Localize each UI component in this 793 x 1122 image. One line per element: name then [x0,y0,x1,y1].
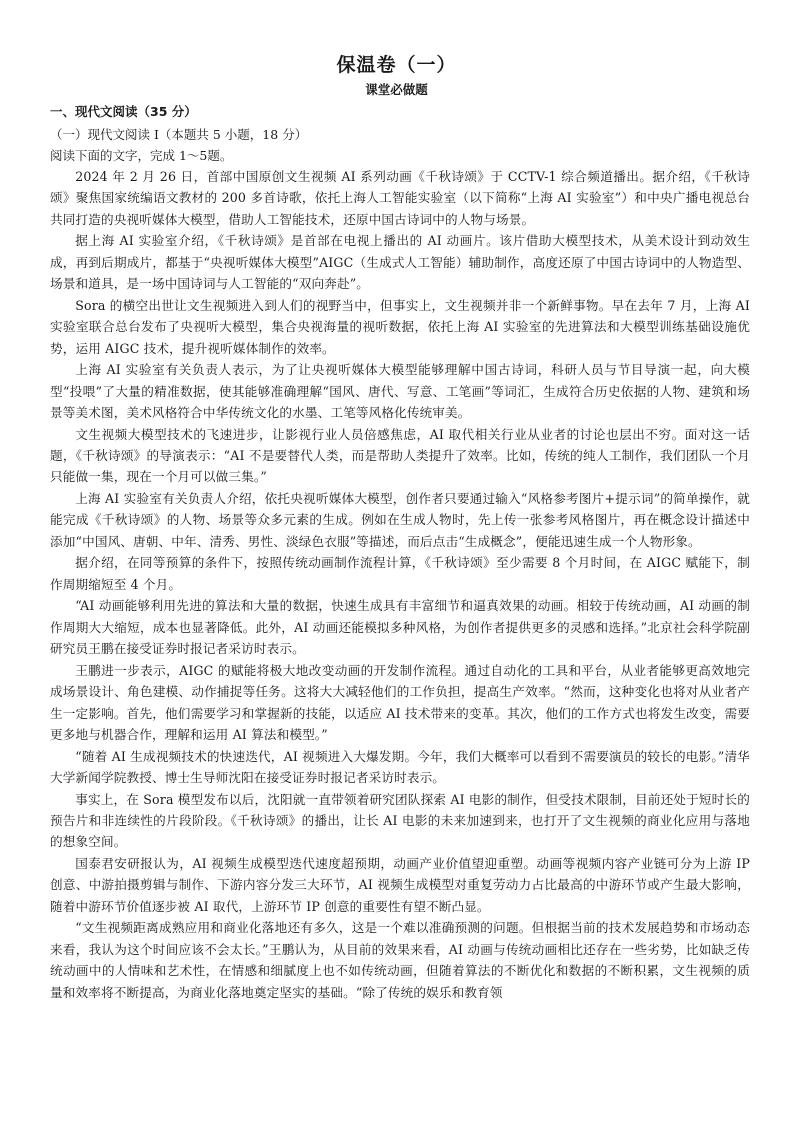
passage-paragraph: “随着 AI 生成视频技术的快速迭代，AI 视频进入大爆发期。今年，我们大概率可以看到不需要演员的较长的电影。”清华大学新闻学院教授、博士生导师沈阳在接受证券时报记者采访时表示。 [50,748,750,786]
passage-paragraph: “文生视频距离成熟应用和商业化落地还有多久，这是一个难以准确预测的问题。但根据当前的技术发展趋势和市场动态来看，我认为这个时间应该不会太长。”王鹏认为，从目前的效果来看，AI 动画与传统动画相比还存在一些劣势，比如缺乏传统动画中的人情味和艺术性，在情感和细腻度上也不如传统动画，但随着算法的不断优化和数据的不断积累，文生视频的质量和效率将不断提高，为商业化落地奠定坚实的基础。“除了传统的娱乐和教育领 [50,920,750,1000]
passage-paragraph: Sora 的横空出世让文生视频进入到人们的视野当中，但事实上，文生视频并非一个新鲜事物。早在去年 7 月，上海 AI 实验室联合总台发布了央视听大模型，集合央视海量的视听数据，依托上海 AI 实验室的先进算法和大模型训练基础设施优势，运用 AIGC 技术，提升视听媒体制作的效率。 [50,297,750,356]
passage-paragraph: “AI 动画能够利用先进的算法和大量的数据，快速生成具有丰富细节和逼真效果的动画。相较于传统动画，AI 动画的制作周期大大缩短，成本也显著降低。此外，AI 动画还能模拟多种风格，为创作者提供更多的灵感和选择。”北京社会科学院副研究员王鹏在接受证券时报记者采访时表示。 [50,598,750,657]
passage-paragraph: 据介绍，在同等预算的条件下，按照传统动画制作流程计算，《千秋诗颂》至少需要 8 个月时间，在 AIGC 赋能下，制作周期缩短至 4 个月。 [50,555,750,592]
page-subtitle: 课堂必做题 [365,82,428,97]
passage-paragraph: 王鹏进一步表示，AIGC 的赋能将极大地改变动画的开发制作流程。通过自动化的工具和平台，从业者能够更高效地完成场景设计、角色建模、动作捕捉等任务。这将大大减轻他们的工作负担，提高生产效率。“然而，这种变化也将对从业者产生一定影响。首先，他们需要学习和掌握新的技能，以适应 AI 技术带来的变革。其次，他们的工作方式也将发生改变，需要更多地与机器合作，理解和运用 AI 算法和模型。” [50,662,750,743]
passage-paragraph: 事实上，在 Sora 模型发布以后，沈阳就一直带领着研究团队探索 AI 电影的制作，但受技术限制，目前还处于短时长的预告片和非连续性的片段阶段。《千秋诗颂》的播出，让长 AI 电影的未来加速到来，也打开了文生视频的商业化应用与落地的想象空间。 [50,791,750,850]
passage-paragraph: 文生视频大模型技术的飞速进步，让影视行业人员倍感焦虑，AI 取代相关行业从业者的讨论也层出不穷。面对这一话题，《千秋诗颂》的导演表示：“AI 不是要替代人类，而是帮助人类提升了效率。比如，传统的纯人工制作，我们团队一个月只能做一集，现在一个月可以做三集。” [50,426,750,485]
passage-paragraph: 上海 AI 实验室有关负责人介绍，依托央视听媒体大模型，创作者只要通过输入“风格参考图片+提示词”的简单操作，就能完成《千秋诗颂》的人物、场景等众多元素的生成。例如在生成人物时，先上传一张参考风格图片，再在概念设计描述中添加“中国风、唐朝、中年、清秀、男性、淡绿色衣服”等描述，而后点击“生成概念”，便能迅速生成一个人物形象。 [50,491,750,549]
passage-paragraph: 上海 AI 实验室有关负责人表示，为了让央视听媒体大模型能够理解中国古诗词，科研人员与节目导演一起，向大模型“投喂”了大量的精准数据，使其能够准确理解“国风、唐代、写意、工笔画”等词汇，生成符合历史依据的人物、建筑和场景等美术图，美术风格符合中华传统文化的水墨、工笔等风格化传统审美。 [50,362,750,421]
reading-instruction: 阅读下面的文字，完成 1～5题。 [50,148,233,163]
passage-paragraph: 2024 年 2 月 26 日，首部中国原创文生视频 AI 系列动画《千秋诗颂》于 CCTV-1 综合频道播出。据介绍，《千秋诗颂》聚焦国家统编语文教材的 200 多首诗歌，依托上海人工智能实验室（以下简称“上海 AI 实验室”）和中央广播电视总台共同打造的央视听媒体大模型，借助人工智能技术，还原中国古诗词中的人物与场景。 [50,169,750,227]
passage-paragraph: 国泰君安研报认为，AI 视频生成模型迭代速度超预期，动画产业价值望迎重塑。动画等视频内容产业链可分为上游 IP 创意、中游拍摄剪辑与制作、下游内容分发三大环节，AI 视频生成模型对重复劳动力占比最高的中游环节或产生最大影响，随着中游环节价值逐步被 AI 取代，上游环节 IP 创意的重要性有望不断凸显。 [50,856,750,914]
passage-paragraph: 据上海 AI 实验室介绍，《千秋诗颂》是首部在电视上播出的 AI 动画片。该片借助大模型技术，从美术设计到动效生成，再到后期成片，都基于“央视听媒体大模型”AIGC（生成式人工智能）辅助制作，高度还原了中国古诗词中的人物造型、场景和道具，是一场中国诗词与人工智能的“双向奔赴”。 [50,233,750,292]
passage-body [50,166,750,1003]
subsection-heading: （一）现代文阅读 I（本题共 5 小题，18 分） [50,127,308,142]
section-heading: 一、现代文阅读（35 分） [50,104,197,119]
page-title: 保温卷（一） [336,54,457,76]
